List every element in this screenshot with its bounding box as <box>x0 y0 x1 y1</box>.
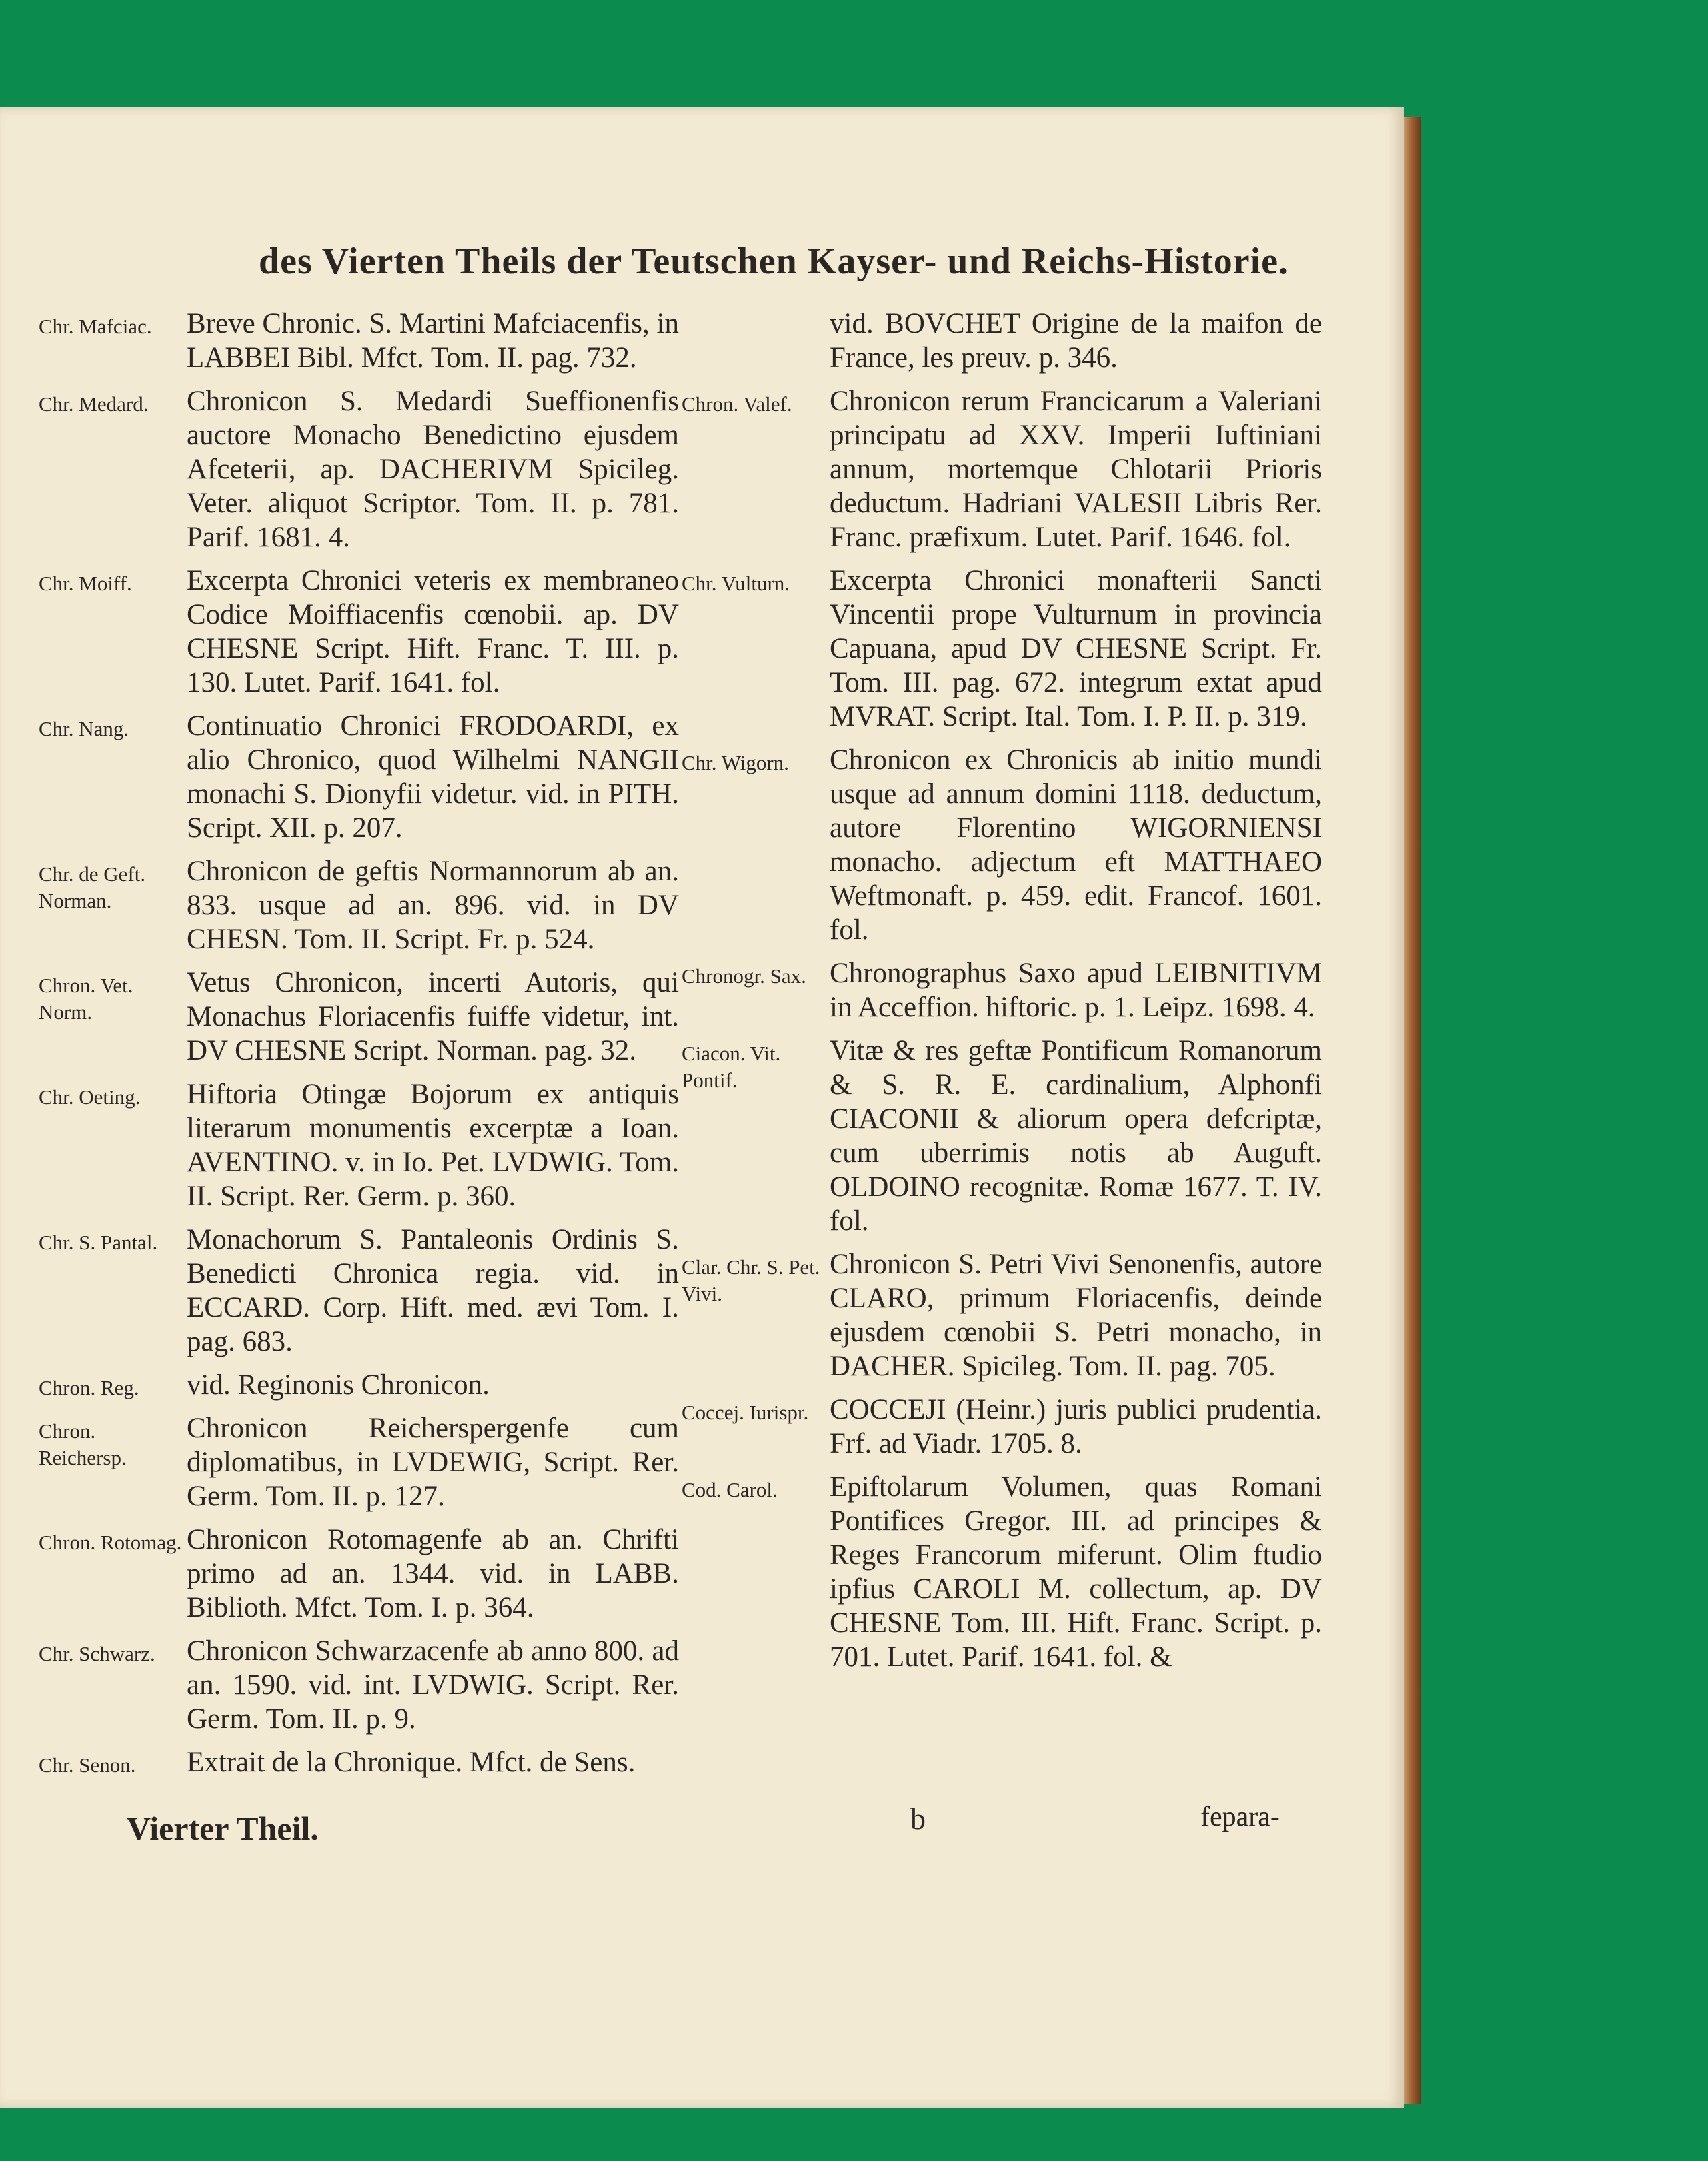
entry-text: vid. Reginonis Chronicon. <box>187 1369 490 1401</box>
entry-text: Chronicon de geftis Normannorum ab an. 833. usque ad an. 896. vid. in DV CHESN. Tom. II. Script. Fr. p. 524. <box>187 856 679 955</box>
index-entry <box>682 384 1322 554</box>
catchword: fepara- <box>1200 1802 1280 1832</box>
signature-mark: b <box>910 1802 926 1836</box>
index-entry <box>682 307 1322 375</box>
index-entry <box>39 384 679 554</box>
entry-text: Excerpta Chronici monafterii Sancti Vincentii prope Vulturnum in provincia Capuana, apud DV CHESNE Script. Fr. Tom. III. pag. 672. integrum extat apud MVRAT. Script. Ital. Tom. I. P. II. p. 319. <box>830 565 1322 732</box>
index-entry <box>39 1523 679 1625</box>
index-entry <box>39 1368 679 1402</box>
entry-abbreviation: Chron. Valef. <box>682 392 792 416</box>
entry-text: Hiftoria Otingæ Bojorum ex antiquis literarum monumentis excerptæ a Ioan. AVENTINO. v. in Io. Pet. LVDWIG. Tom. II. Script. Rer. Germ. p. 360. <box>187 1078 679 1212</box>
entry-abbreviation: Ciacon. Vit. Pontif. <box>682 1042 781 1092</box>
index-entry <box>682 1034 1322 1238</box>
entry-abbreviation: Chr. S. Pantal. <box>39 1231 158 1254</box>
entry-text: Excerpta Chronici veteris ex membraneo Codice Moiffiacenfis cœnobii. ap. DV CHESNE Script. Hift. Franc. T. III. p. 130. Lutet. Parif. 1641. fol. <box>187 565 679 698</box>
entry-abbreviation <box>682 307 830 313</box>
entry-abbreviation: Chr. Moiff. <box>39 572 132 595</box>
page-edge <box>1404 117 1421 2104</box>
entry-abbreviation: Chr. de Geft. Norman. <box>39 862 146 912</box>
entry-abbreviation: Clar. Chr. S. Pet. Vivi. <box>682 1255 820 1305</box>
entry-abbreviation: Chronogr. Sax. <box>682 964 806 988</box>
index-entry <box>39 709 679 845</box>
index-entry <box>39 307 679 375</box>
index-entry <box>39 564 679 700</box>
entry-abbreviation: Chr. Mafciac. <box>39 315 152 338</box>
index-entry <box>682 1247 1322 1383</box>
entry-text: Chronicon ex Chronicis ab initio mundi usque ad annum domini 1118. deductum, autore Florentino WIGORNIENSI monacho. adjectum eft MATTHAEO Weftmonaft. p. 459. edit. Francof. 1601. fol. <box>830 744 1322 946</box>
entry-abbreviation: Chr. Vulturn. <box>682 572 790 595</box>
entry-abbreviation: Chron. Vet. Norm. <box>39 974 133 1024</box>
entry-abbreviation: Chr. Senon. <box>39 1753 136 1777</box>
entry-text: Chronicon S. Petri Vivi Senonenfis, autore CLARO, primum Floriacenfis, deinde ejusdem cœnobii S. Petri monacho, in DACHER. Spicileg. Tom. II. pag. 705. <box>830 1249 1322 1382</box>
index-entry <box>39 1634 679 1736</box>
index-entry <box>39 854 679 956</box>
index-entry <box>682 743 1322 947</box>
entry-text: Continuatio Chronici FRODOARDI, ex alio Chronico, quod Wilhelmi NANGII monachi S. Dionyfii videtur. vid. in PITH. Script. XII. p. 207. <box>187 710 679 844</box>
entry-text: Breve Chronic. S. Martini Mafciacenfis, in LABBEI Bibl. Mfct. Tom. II. pag. 732. <box>187 308 679 374</box>
index-entry <box>39 1077 679 1213</box>
entry-text: vid. BOVCHET Origine de la maifon de France, les preuv. p. 346. <box>830 308 1322 374</box>
index-entry <box>682 564 1322 734</box>
signature-line: Vierter Theil. <box>127 1810 319 1847</box>
entry-text: COCCEJI (Heinr.) juris publici prudentia. Frf. ad Viadr. 1705. 8. <box>830 1394 1322 1459</box>
entry-text: Chronicon Reicherspergenfe cum diplomatibus, in LVDEWIG, Script. Rer. Germ. Tom. II. p. 127. <box>187 1413 679 1512</box>
entry-text: Extrait de la Chronique. Mfct. de Sens. <box>187 1747 636 1778</box>
index-entry <box>682 956 1322 1024</box>
entry-abbreviation: Chr. Wigorn. <box>682 751 789 774</box>
running-header: des Vierten Theils der Teutschen Kayser- und Reichs-Historie. <box>259 241 1289 282</box>
entry-text: Monachorum S. Pantaleonis Ordinis S. Benedicti Chronica regia. vid. in ECCARD. Corp. Hift. med. ævi Tom. I. pag. 683. <box>187 1224 679 1357</box>
entry-abbreviation: Cod. Carol. <box>682 1478 778 1501</box>
entry-abbreviation: Chr. Oeting. <box>39 1085 141 1109</box>
index-entry <box>682 1470 1322 1674</box>
entry-abbreviation: Chron. Rotomag. <box>39 1531 182 1554</box>
entry-abbreviation: Chron. Reichersp. <box>39 1419 127 1469</box>
entry-text: Epiftolarum Volumen, quas Romani Pontifices Gregor. III. ad principes & Reges Francorum miferunt. Olim ftudio ipfius CAROLI M. collectum, ap. DV CHESNE Tom. III. Hift. Franc. Script. p. 701. Lutet. Parif. 1641. fol. & <box>830 1471 1322 1673</box>
entry-abbreviation: Chron. Reg. <box>39 1376 139 1399</box>
entry-text: Vetus Chronicon, incerti Autoris, qui Monachus Floriacenfis fuiffe videtur, int. DV CHESNE Script. Norman. pag. 32. <box>187 967 679 1066</box>
entry-text: Chronicon Schwarzacenfe ab anno 800. ad an. 1590. vid. int. LVDWIG. Script. Rer. Germ. Tom. II. p. 9. <box>187 1635 679 1735</box>
left-column <box>39 307 679 1789</box>
entry-text: Vitæ & res geftæ Pontificum Romanorum & S. R. E. cardinalium, Alphonfi CIACONII & aliorum opera defcriptæ, cum uberrimis notis ab Auguft. OLDOINO recognitæ. Romæ 1677. T. IV. fol. <box>830 1035 1322 1237</box>
entry-text: Chronicon rerum Francicarum a Valeriani principatu ad XXV. Imperii Iuftiniani annum, mortemque Chlotarii Prioris deductum. Hadriani VALESII Libris Rer. Franc. præfixum. Lutet. Parif. 1646. fol. <box>830 386 1322 553</box>
index-entry <box>39 1745 679 1779</box>
entry-abbreviation: Chr. Medard. <box>39 392 149 416</box>
entry-abbreviation: Chr. Nang. <box>39 717 129 740</box>
index-entry <box>682 1393 1322 1461</box>
entry-abbreviation: Coccej. Iurispr. <box>682 1401 809 1424</box>
entry-text: Chronicon S. Medardi Sueffionenfis auctore Monacho Benedictino ejusdem Afceterii, ap. DACHERIVM Spicileg. Veter. aliquot Scriptor. Tom. II. p. 781. Parif. 1681. 4. <box>187 386 679 553</box>
entry-text: Chronicon Rotomagenfe ab an. Chrifti primo ad an. 1344. vid. in LABB. Biblioth. Mfct. Tom. I. p. 364. <box>187 1524 679 1623</box>
index-entry <box>39 1411 679 1513</box>
entry-text: Chronographus Saxo apud LEIBNITIVM in Acceffion. hiftoric. p. 1. Leipz. 1698. 4. <box>830 958 1322 1023</box>
entry-abbreviation: Chr. Schwarz. <box>39 1642 155 1665</box>
index-entry <box>39 966 679 1068</box>
right-column <box>682 307 1322 1683</box>
index-entry <box>39 1223 679 1359</box>
